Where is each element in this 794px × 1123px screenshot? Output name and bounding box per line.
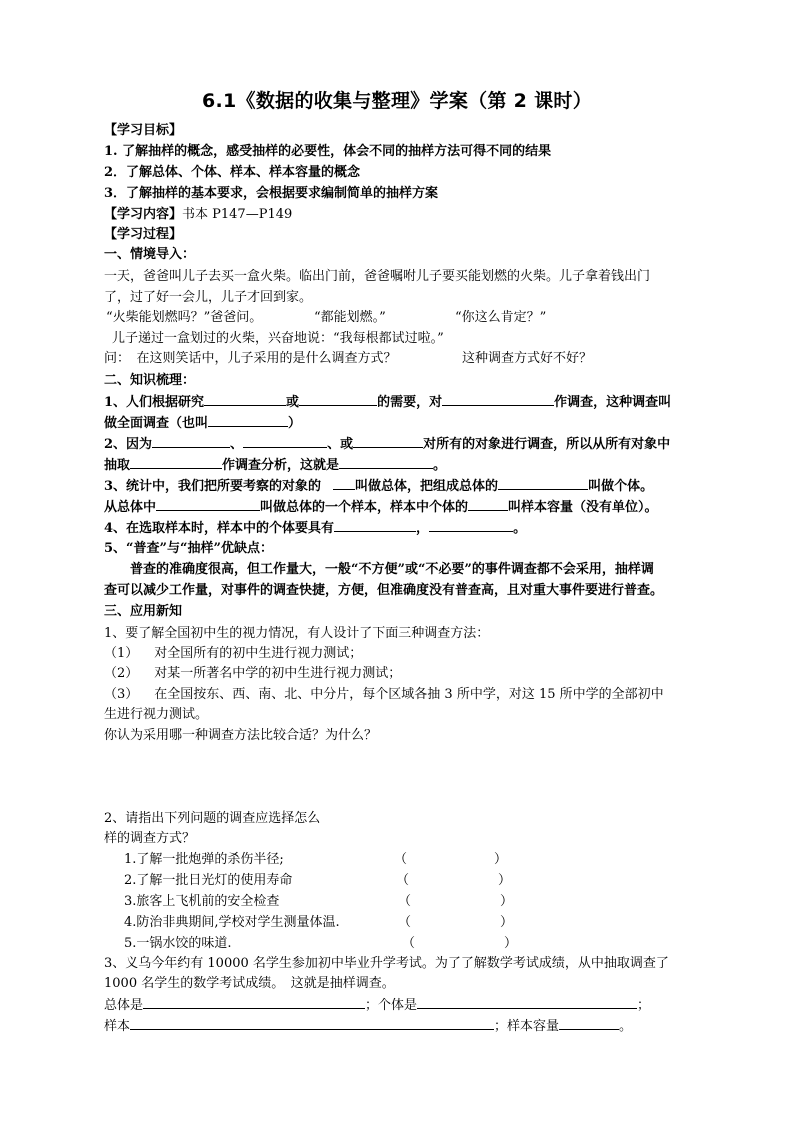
answer-paren-close: ） bbox=[498, 873, 512, 888]
goal-item-3: 3．了解抽样的基本要求，会根据要求编制简单的抽样方案 bbox=[104, 186, 439, 201]
fill-blank[interactable] bbox=[339, 456, 433, 469]
content-line bbox=[104, 206, 292, 224]
knowledge-line-6: 从总体中 叫做总体的一个样本，样本中个体的 叫样本容量（没有单位）。 bbox=[104, 500, 658, 515]
fill-blank[interactable] bbox=[204, 393, 286, 406]
page-title: 6.1《数据的收集与整理》学案（第 2 课时） bbox=[201, 90, 592, 112]
goal-item-1: 1. 了解抽样的概念，感受抽样的必要性，体会不同的抽样方法可得不同的结果 bbox=[104, 144, 552, 159]
knowledge-line-8: 5、“普查”与“抽样”优缺点： bbox=[104, 541, 273, 556]
sample-size-blank[interactable] bbox=[559, 1017, 619, 1030]
survey-item-3: 3.旅客上飞机前的安全检查 bbox=[124, 894, 280, 909]
knowledge-heading: 二、知识梳理： bbox=[104, 373, 196, 388]
knowledge-line-7: 4、在选取样本时，样本中的个体要具有 ， 。 bbox=[104, 521, 527, 536]
fill-line-2: 样本 ；样本容量 。 bbox=[104, 1019, 633, 1034]
fill-blank[interactable] bbox=[152, 435, 230, 448]
apply-question-3a: 3、义乌今年约有 10000 名学生参加初中毕业升学考试。为了了解数学考试成绩，从中抽取调查了 bbox=[104, 956, 669, 971]
knowledge-line-9: 普查的准确度很高，但工作量大，一般“不方便”或“不必要”的事件调查都不会采用，抽样调 bbox=[130, 562, 654, 577]
individual-blank[interactable] bbox=[417, 996, 637, 1009]
fill-blank[interactable] bbox=[333, 477, 355, 490]
intro-para-1: 一天，爸爸叫儿子去买一盒火柴。临出门前，爸爸嘱咐儿子要买能划燃的火柴。儿子拿着钱出门 bbox=[104, 269, 651, 284]
method-1: （1） 对全国所有的初中生进行视力测试； bbox=[104, 646, 363, 661]
survey-item-1: 1.了解一批炮弹的杀伤半径; bbox=[124, 852, 284, 867]
intro-para-2: 了，过了好一会儿，儿子才回到家。 bbox=[104, 290, 313, 305]
apply-question-2b: 样的调查方式？ bbox=[104, 831, 196, 846]
intro-para-4: 儿子递过一盒划过的火柴，兴奋地说：“我每根都试过啦。” bbox=[112, 331, 444, 346]
apply-heading: 三、应用新知 bbox=[104, 604, 183, 619]
fill-blank[interactable] bbox=[299, 393, 377, 406]
answer-paren-open[interactable]: （ bbox=[398, 915, 412, 930]
goals-heading: 【学习目标】 bbox=[104, 123, 183, 138]
survey-item-2: 2.了解一批日光灯的使用寿命 bbox=[124, 873, 293, 888]
sample-blank[interactable] bbox=[130, 1017, 494, 1030]
knowledge-line-3: 2、因为 、 、或 对所有的对象进行调查，所以从所有对象中 bbox=[104, 437, 671, 452]
method-3: （3） 在全国按东、西、南、北、中分片，每个区域各抽 3 所中学，对这 15 所中学的全部初中 bbox=[104, 687, 664, 702]
content-text: 书本 P147—P149 bbox=[182, 207, 293, 222]
answer-paren-close: ） bbox=[494, 852, 508, 867]
intro-question-b: 这种调查方式好不好？ bbox=[462, 351, 593, 366]
content-label: 【学习内容】 bbox=[104, 207, 183, 222]
fill-blank[interactable] bbox=[156, 498, 260, 511]
fill-blank[interactable] bbox=[429, 519, 513, 532]
fill-blank[interactable] bbox=[334, 519, 416, 532]
intro-heading: 一、情境导入： bbox=[104, 247, 196, 262]
intro-question-a: 问： 在这则笑话中，儿子采用的是什么调查方式？ bbox=[104, 351, 397, 366]
apply-question-2a: 2、请指出下列问题的调查应选择怎么 bbox=[104, 811, 321, 826]
population-blank[interactable] bbox=[143, 996, 365, 1009]
method-2: （2） 对某一所著名中学的初中生进行视力测试； bbox=[104, 666, 402, 681]
answer-paren-open[interactable]: （ bbox=[402, 936, 416, 951]
knowledge-line-4: 抽取 作调查分析，这就是 。 bbox=[104, 458, 447, 473]
apply-question-3b: 1000 名学生的数学考试成绩。 这就是抽样调查。 bbox=[104, 976, 395, 991]
intro-dialog-a: “火柴能划燃吗？”爸爸问。 bbox=[106, 310, 263, 325]
fill-blank[interactable] bbox=[130, 456, 222, 469]
fill-blank[interactable] bbox=[353, 435, 423, 448]
process-heading: 【学习过程】 bbox=[104, 227, 183, 242]
intro-dialog-b: “都能划燃。” bbox=[314, 310, 386, 325]
answer-paren-open[interactable]: （ bbox=[398, 894, 412, 909]
knowledge-line-5: 3、统计中，我们把所要考察的对象的 叫做总体，把组成总体的 叫做个体。 bbox=[104, 479, 654, 494]
goal-item-2: 2．了解总体、个体、样本、样本容量的概念 bbox=[104, 165, 361, 180]
fill-blank[interactable] bbox=[442, 393, 554, 406]
fill-blank[interactable] bbox=[498, 477, 588, 490]
answer-paren-close: ） bbox=[504, 936, 518, 951]
knowledge-line-2: 做全面调查（也叫 ） bbox=[104, 416, 302, 431]
fill-blank[interactable] bbox=[468, 498, 508, 511]
fill-blank[interactable] bbox=[208, 414, 288, 427]
answer-paren-open[interactable]: （ bbox=[396, 873, 410, 888]
answer-paren-close: ） bbox=[500, 915, 514, 930]
knowledge-line-10: 查可以减少工作量，对事件的调查快捷，方便，但准确度没有普查高，且对重大事件要进行普查。 bbox=[104, 583, 664, 598]
fill-blank[interactable] bbox=[243, 435, 327, 448]
knowledge-line-1: 1、人们根据研究 或 的需要，对 作调查，这种调查叫 bbox=[104, 395, 672, 410]
apply-question-1-ask: 你认为采用哪一种调查方法比较合适？为什么？ bbox=[104, 728, 378, 743]
method-3-cont: 生进行视力测试。 bbox=[104, 707, 209, 722]
apply-question-1: 1、要了解全国初中生的视力情况，有人设计了下面三种调查方法： bbox=[104, 626, 490, 641]
intro-dialog-c: “你这么肯定？” bbox=[455, 310, 547, 325]
answer-paren-open[interactable]: （ bbox=[394, 852, 408, 867]
survey-item-4: 4.防治非典期间,学校对学生测量体温. bbox=[124, 915, 340, 930]
fill-line-1: 总体是 ；个体是 ； bbox=[104, 998, 651, 1013]
answer-paren-close: ） bbox=[500, 894, 514, 909]
survey-item-5: 5.一锅水饺的味道. bbox=[124, 936, 232, 951]
